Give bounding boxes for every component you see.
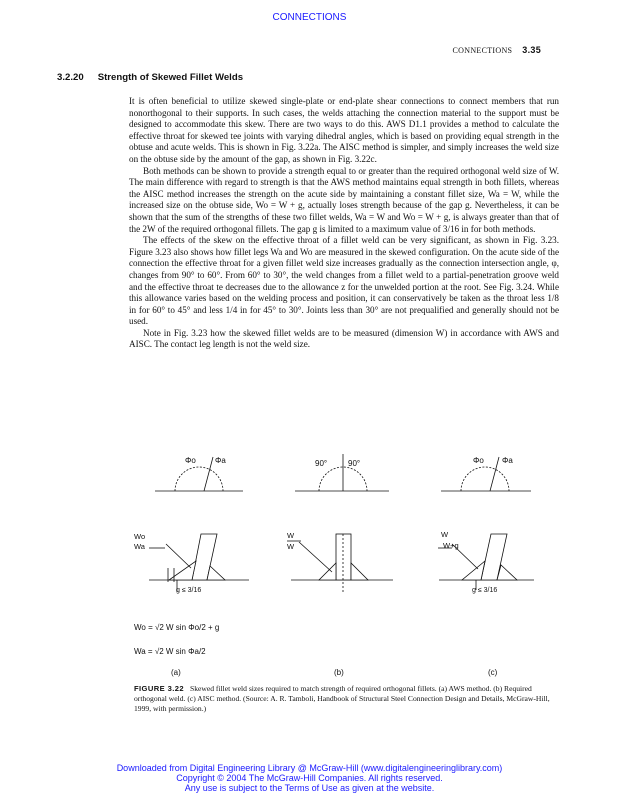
figure-caption	[134, 684, 559, 714]
label-wo: Wo	[134, 532, 146, 541]
gap-label-a: g ≤ 3/16	[176, 587, 202, 594]
footer-copyright: Copyright © 2004 The McGraw-Hill Companies. All rights reserved.	[176, 773, 443, 783]
equation-wa: Wa = √2 W sin Φa/2	[134, 647, 206, 656]
section-number: 3.2.20	[57, 72, 84, 83]
top-link[interactable]: CONNECTIONS	[272, 12, 347, 23]
panel-c-joint	[438, 530, 534, 594]
angle-label-b-left: 90°	[315, 459, 328, 468]
footer	[0, 763, 619, 793]
panel-b-angle-sketch	[295, 454, 389, 491]
sub-label-b: (b)	[334, 668, 344, 677]
page-number: 3.35	[522, 45, 541, 55]
section-title: Strength of Skewed Fillet Welds	[97, 72, 244, 83]
paragraph-2: Both methods can be shown to provide a strength equal to or greater than the required orthogonal weld size of W. The main difference with regard to strength is that the AWS method maintains equal strength in both fillets, whereas the AISC method increases the strength on the acute side by maintaining a constant fillet size, Wa = W, while the increased size on the obtuse side, Wo = W + g, actually loses strength because of the gap g. Nevertheless, it can be shown that the sum of the strengths of these two fillet welds, Wa = W and Wo = W + g, is always greater than that of the 2W of the required orthogonal fillets. The gap g is limited to a maximum value of 3/16 in for both methods.	[129, 165, 559, 234]
label-wa: Wa	[134, 542, 145, 551]
label-w: W	[441, 530, 449, 539]
sub-label-a: (a)	[171, 668, 181, 677]
panel-c-angle-sketch	[441, 456, 531, 491]
angle-label-a-right: Φa	[215, 456, 226, 465]
paragraph-1: It is often beneficial to utilize skewed single-plate or end-plate shear connections to connect members that run nonorthogonal to their supports. In such cases, the welds attaching the connection material to the support must be designed to accommodate this skew. There are two ways to do this. AWS D1.1 provides a method to calculate the effective throat for skewed tee joints with varying dihedral angles, which is based on providing equal strength in the obtuse and acute welds. This is shown in Fig. 3.22a. The AISC method is simpler, and simply increases the weld size on the obtuse side by the amount of the gap, as shown in Fig. 3.22c.	[129, 96, 559, 164]
label-w-upper: W	[287, 531, 295, 540]
running-head-title: CONNECTIONS	[452, 46, 513, 55]
body-text	[129, 96, 559, 351]
label-w-plus-g: W+g	[443, 541, 459, 550]
angle-label-c-left: Φo	[473, 456, 484, 465]
section-heading	[57, 72, 243, 83]
paragraph-3: The effects of the skew on the effective throat of a fillet weld can be very significant, as shown in Fig. 3.23. Figure 3.23 also shows how fillet legs Wa and Wo are measured in the skewed configuration. On the acute side of the connection the effective throat for a given fillet weld size increases gradually as the connection intersection angle, φ, changes from 90° to 60°. From 60° to 30°, the weld changes from a fillet weld to a partial-penetration groove weld and the effective throat te decreases due to the allowance z for the unwelded portion at the root. See Fig. 3.24. While this allowance varies based on the welding process and position, it can conservatively be taken as the throat less 1/8 in for 60° to 45° and less 1/4 in for 45° to 30°. Joints less than 30° are not prequalified and generally should not be used.	[129, 235, 559, 327]
panel-a-angle-sketch	[155, 456, 243, 491]
sub-label-c: (c)	[488, 668, 498, 677]
footer-terms-link[interactable]: Any use is subject to the Terms of Use as given at the website.	[184, 783, 435, 793]
figure-3-22	[129, 440, 559, 685]
footer-download-link[interactable]: Downloaded from Digital Engineering Library @ McGraw-Hill (www.digitalengineeringlibrary.com)	[116, 763, 503, 773]
caption-text: Skewed fillet weld sizes required to match strength of required orthogonal fillets. (a) AWS method. (b) Required orthogonal weld. (c) AISC method. (Source: A. R. Tamboli, Handbook of Structural Steel Connection Design and Details, McGraw-Hill, 1999, with permission.)	[134, 684, 550, 713]
panel-a-joint	[134, 532, 249, 594]
panel-b-joint	[287, 531, 393, 592]
paragraph-4: Note in Fig. 3.23 how the skewed fillet welds are to be measured (dimension W) in accordance with AWS and AISC. The contact leg length is not the weld size.	[129, 327, 559, 350]
angle-label-b-right: 90°	[348, 459, 361, 468]
angle-label-c-right: Φa	[502, 456, 513, 465]
angle-label-a-left: Φo	[185, 456, 196, 465]
equation-wo: Wo = √2 W sin Φo/2 + g	[134, 623, 220, 632]
running-head	[453, 45, 541, 55]
label-w-lower: W	[287, 542, 295, 551]
gap-label-c: g ≤ 3/16	[472, 587, 498, 594]
caption-label: FIGURE 3.22	[134, 684, 184, 693]
